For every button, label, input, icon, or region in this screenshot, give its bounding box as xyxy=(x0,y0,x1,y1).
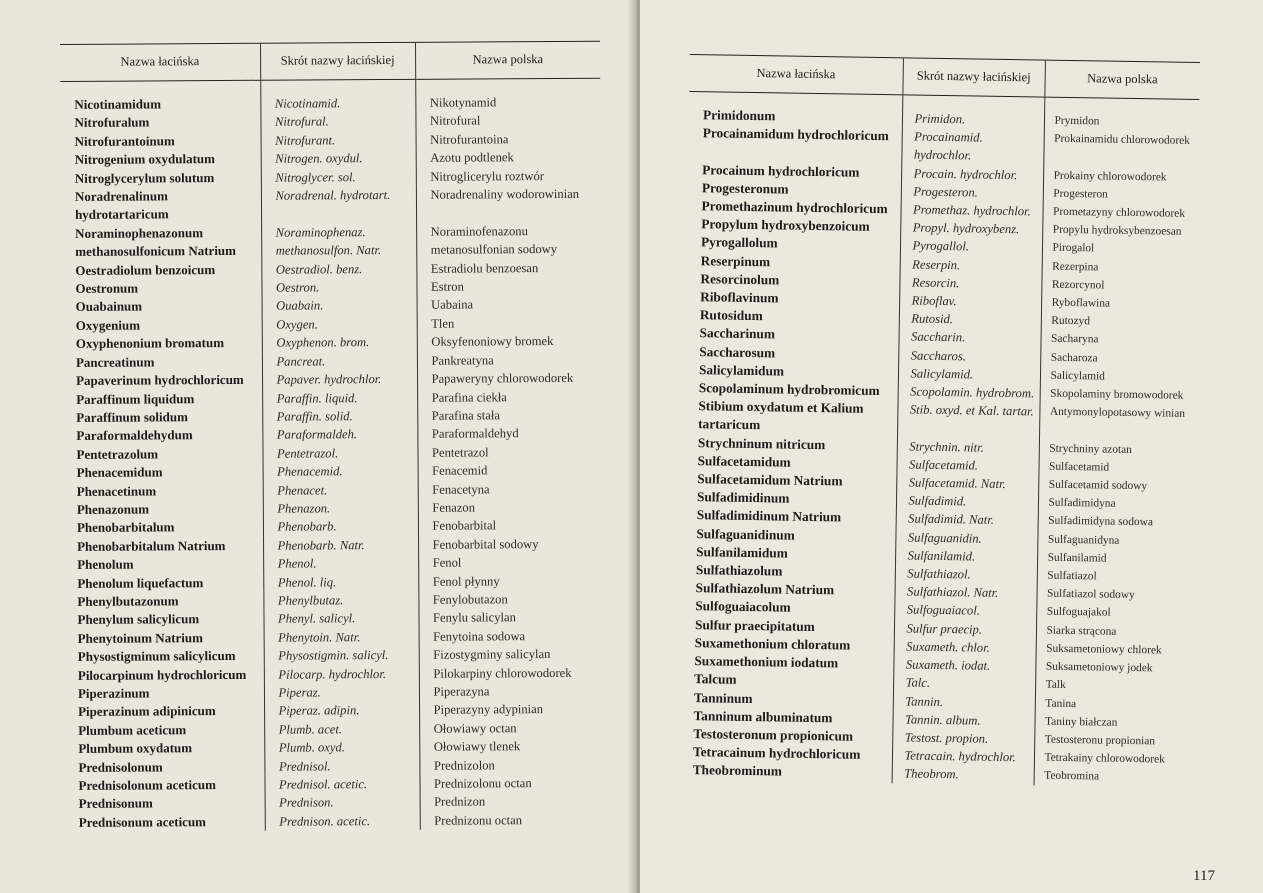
abbreviation-cell: Testost. propion. xyxy=(892,728,1034,748)
polish-name-cell: Piperazyny adypinian xyxy=(419,700,604,720)
abbreviation-cell: Riboflav. xyxy=(899,291,1041,311)
latin-name-cell: Pancreatinum xyxy=(75,354,155,370)
latin-name-cell: Plumbum aceticum xyxy=(78,722,187,738)
latin-name-cell: Sulfaguanidinum xyxy=(696,525,795,543)
polish-name-cell: Sulfaguanidyna xyxy=(1037,530,1192,551)
polish-name-cell: Pankreatyna xyxy=(417,350,602,370)
latin-name-cell: Promethazinum hydrochloricum xyxy=(701,198,888,217)
latin-name-cell: Saccharinum xyxy=(699,325,776,342)
polish-name-cell: Fenytoina sodowa xyxy=(419,626,604,646)
polish-name-cell: Fenobarbital sodowy xyxy=(418,534,603,554)
polish-name-cell: Sacharyna xyxy=(1040,330,1195,351)
header-latin-name: Nazwa łacińska xyxy=(689,54,903,94)
polish-name-cell: Sulfanilamid xyxy=(1037,548,1192,569)
latin-name-cell: Sulfoguaiacolum xyxy=(695,598,791,616)
polish-name-cell: Sacharoza xyxy=(1040,348,1195,369)
polish-name-cell: Fenylobutazon xyxy=(418,590,603,610)
abbreviation-cell: Pancreat. xyxy=(262,352,417,371)
latin-name-cell: Phenylbutazonum xyxy=(77,593,179,609)
polish-name-cell: Noraminofenazonu metanosulfonian sodowy xyxy=(416,222,601,260)
abbreviation-cell: Suxameth. iodat. xyxy=(893,655,1035,675)
abbreviation-cell: Tannin. album. xyxy=(892,710,1034,730)
latin-name-cell: Scopolaminum hydrobromicum xyxy=(698,380,880,399)
header-polish-name: Nazwa polska xyxy=(415,41,600,79)
polish-name-cell: Sulfoguajakol xyxy=(1036,603,1191,624)
abbreviation-cell: Strychnin. nitr. xyxy=(897,437,1039,457)
abbreviation-cell: Phenytoin. Natr. xyxy=(264,628,419,647)
table-body-right xyxy=(679,91,1200,787)
polish-name-cell: Fenobarbital xyxy=(418,516,603,536)
table-row xyxy=(63,534,603,556)
abbreviation-cell: Resorcin. xyxy=(899,273,1041,293)
latin-name-cell: Resorcinolum xyxy=(700,271,780,288)
abbreviation-cell: Paraformaldeh. xyxy=(262,425,417,444)
abbreviation-cell: Salicylamid. xyxy=(898,364,1040,384)
latin-name-cell: Noraminophenazonum methanosulfonicum Natrium xyxy=(75,224,237,260)
latin-name-cell: Paraformaldehydum xyxy=(76,427,193,444)
polish-name-cell: Rezorcynol xyxy=(1041,275,1196,296)
polish-name-cell: Fizostygminy salicylan xyxy=(419,645,604,665)
polish-name-cell: Fenol xyxy=(418,553,603,573)
latin-name-cell: Theobrominum xyxy=(692,762,783,779)
abbreviation-cell: Sulfaguanidin. xyxy=(895,528,1037,548)
polish-name-cell: Progesteron xyxy=(1043,184,1198,205)
polish-name-cell: Estradiolu benzoesan xyxy=(416,258,601,278)
polish-name-cell: Fenacetyna xyxy=(418,479,603,499)
abbreviation-cell: Phenol. liq. xyxy=(263,572,418,591)
abbreviation-cell: Phenacemid. xyxy=(263,462,418,481)
latin-name-cell: Suxamethonium chloratum xyxy=(694,635,851,653)
latin-name-cell: Papaverinum hydrochloricum xyxy=(76,371,244,389)
latin-name-cell: Piperazinum xyxy=(77,685,150,701)
latin-name-cell: Saccharosum xyxy=(699,343,776,361)
polish-name-cell: Antymonylopotasowy winian xyxy=(1039,403,1195,442)
latin-name-cell: Ouabainum xyxy=(75,298,143,315)
latin-name-cell: Pilocarpinum hydrochloricum xyxy=(77,666,247,683)
latin-name-cell: Sulfathiazolum xyxy=(695,562,783,579)
polish-name-cell: Pentetrazol xyxy=(417,442,602,462)
polish-name-cell: Fenol płynny xyxy=(418,571,603,591)
polish-name-cell: Rezerpina xyxy=(1042,257,1197,278)
latin-name-cell: Nitrofuralum xyxy=(74,114,150,131)
polish-name-cell: Noradrenaliny wodorowinian xyxy=(416,185,601,223)
latin-name-cell: Noradrenalinum hydrotartaricum xyxy=(74,188,169,223)
abbreviation-cell: Talc. xyxy=(893,674,1035,694)
polish-name-cell: Estron xyxy=(416,277,601,297)
polish-name-cell: Uabaina xyxy=(417,295,602,315)
latin-name-cell: Nitrogenium oxydulatum xyxy=(74,151,215,168)
abbreviation-cell: Oxyphenon. brom. xyxy=(262,333,417,352)
latin-name-cell: Phenolum xyxy=(77,556,134,573)
latin-name-cell: Phenacemidum xyxy=(76,464,163,481)
abbreviation-cell: Prednisol. acetic. xyxy=(264,775,419,794)
polish-name-cell: Fenacemid xyxy=(418,461,603,481)
latin-name-cell: Suxamethonium iodatum xyxy=(694,653,839,671)
header-polish-name: Nazwa polska xyxy=(1044,60,1200,99)
abbreviation-cell: Sulfanilamid. xyxy=(895,546,1037,566)
table-row xyxy=(61,185,601,225)
polish-name-cell: Prometazyny chlorowodorek xyxy=(1042,203,1197,224)
latin-name-cell: Sulfur praecipitatum xyxy=(694,616,815,634)
abbreviation-cell: Prednisol. xyxy=(264,756,419,775)
abbreviation-cell: Procainamid. hydrochlor. xyxy=(901,128,1044,167)
latin-name-cell: Phenobarbitalum Natrium xyxy=(77,537,226,554)
table-row xyxy=(62,369,602,391)
polish-name-cell: Tetrakainy chlorowodorek xyxy=(1034,749,1189,770)
abbreviation-cell: Nicotinamid. xyxy=(260,79,415,113)
latin-name-cell: Prednisonum aceticum xyxy=(78,813,207,830)
latin-name-cell: Sulfathiazolum Natrium xyxy=(695,580,835,598)
abbreviation-cell: Sulfoguaiacol. xyxy=(894,601,1036,621)
abbreviation-cell: Rutosid. xyxy=(899,310,1041,330)
polish-name-cell: Tlen xyxy=(417,314,602,334)
table-row xyxy=(64,700,604,722)
header-latin-name: Nazwa łacińska xyxy=(60,43,260,81)
latin-name-cell: Prednisonum xyxy=(78,795,153,812)
abbreviation-cell: Sulfur praecip. xyxy=(894,619,1036,639)
polish-name-cell: Parafina stała xyxy=(417,406,602,426)
polish-name-cell: Ryboflawina xyxy=(1041,294,1196,315)
polish-name-cell: Taniny białczan xyxy=(1034,712,1189,733)
polish-name-cell: Nitrofural xyxy=(415,111,600,131)
polish-name-cell: Prokainamidu chlorowodorek xyxy=(1043,130,1199,169)
table-body-left xyxy=(60,78,605,832)
latin-name-cell: Progesteronum xyxy=(701,180,789,197)
abbreviation-cell: Phenazon. xyxy=(263,499,418,518)
table-row xyxy=(60,78,600,114)
polish-name-cell: Sulfadimidyna sodowa xyxy=(1038,512,1193,533)
abbreviation-cell: Sulfathiazol. xyxy=(895,564,1037,584)
polish-name-cell: Nitroglicerylu roztwór xyxy=(416,166,601,186)
latin-name-cell: Phenolum liquefactum xyxy=(77,574,204,591)
abbreviation-cell: Noraminophenaz. methanosulfon. Natr. xyxy=(261,223,416,261)
abbreviation-cell: Suxameth. chlor. xyxy=(894,637,1036,657)
abbreviation-cell: Phenobarb. xyxy=(263,517,418,536)
abbreviation-cell: Ouabain. xyxy=(262,296,417,315)
polish-name-cell: Parafina ciekła xyxy=(417,387,602,407)
abbreviation-cell: Oxygen. xyxy=(262,315,417,334)
abbreviation-cell: Physostigmin. salicyl. xyxy=(264,646,419,665)
latin-name-cell: Sulfacetamidum Natrium xyxy=(697,471,843,489)
polish-name-cell: Prednizonu octan xyxy=(420,811,605,831)
abbreviation-cell: Pentetrazol. xyxy=(262,444,417,463)
abbreviation-cell: Theobrom. xyxy=(892,765,1034,785)
latin-name-cell: Paraffinum liquidum xyxy=(76,390,195,407)
abbreviation-cell: Pilocarp. hydrochlor. xyxy=(264,664,419,683)
abbreviation-cell: Pyrogallol. xyxy=(900,237,1042,257)
latin-name-cell: Tetracainum hydrochloricum xyxy=(692,744,861,762)
latin-name-cell: Riboflavinum xyxy=(700,289,779,306)
abbreviation-cell: Nitrogen. oxydul. xyxy=(261,149,416,168)
drug-names-table-right xyxy=(679,54,1200,787)
latin-name-cell: Strychninum nitricum xyxy=(697,434,826,452)
abbreviation-cell: Stib. oxyd. et Kal. tartar. xyxy=(897,401,1040,440)
latin-name-cell: Tanninum xyxy=(693,689,753,706)
polish-name-cell: Prednizon xyxy=(420,792,605,812)
polish-name-cell: Nitrofurantoina xyxy=(416,130,601,150)
abbreviation-cell: Prednison. acetic. xyxy=(265,812,420,831)
polish-name-cell: Fenazon xyxy=(418,498,603,518)
latin-name-cell: Oestronum xyxy=(75,280,139,296)
table-row xyxy=(62,332,602,354)
polish-name-cell: Pilokarpiny chlorowodorek xyxy=(419,663,604,683)
latin-name-cell: Primidonum xyxy=(702,107,776,124)
abbreviation-cell: Saccharos. xyxy=(898,346,1040,366)
polish-name-cell: Papaweryny chlorowodorek xyxy=(417,369,602,389)
drug-names-table-left xyxy=(60,41,605,833)
abbreviation-cell: Papaver. hydrochlor. xyxy=(262,370,417,389)
abbreviation-cell: Sulfacetamid. xyxy=(896,455,1038,475)
abbreviation-cell: Tannin. xyxy=(893,692,1035,712)
polish-name-cell: Sulfacetamid xyxy=(1038,457,1193,478)
latin-name-cell: Paraffinum solidum xyxy=(76,409,188,425)
abbreviation-cell: Phenylbutaz. xyxy=(263,591,418,610)
header-latin-abbreviation: Skrót nazwy łacińskiej xyxy=(902,58,1045,97)
abbreviation-cell: Nitrofurant. xyxy=(261,131,416,150)
latin-name-cell: Tanninum albuminatum xyxy=(693,707,833,726)
latin-name-cell: Nitroglycerylum solutum xyxy=(74,169,215,186)
polish-name-cell: Propylu hydroksybenzoesan xyxy=(1042,221,1197,242)
abbreviation-cell: Oestron. xyxy=(261,278,416,297)
latin-name-cell: Pentetrazolum xyxy=(76,446,159,462)
polish-name-cell: Teobromina xyxy=(1034,767,1189,788)
polish-name-cell: Fenylu salicylan xyxy=(418,608,603,628)
abbreviation-cell: Sulfadimid. Natr. xyxy=(896,510,1038,530)
latin-name-cell: Prednisolonum xyxy=(78,759,163,775)
latin-name-cell: Stibium oxydatum et Kalium tartaricum xyxy=(698,398,864,433)
abbreviation-cell: Nitroglycer. sol. xyxy=(261,167,416,186)
polish-name-cell: Prymidon xyxy=(1044,97,1199,132)
latin-name-cell: Nicotinamidum xyxy=(74,96,162,112)
abbreviation-cell: Phenol. xyxy=(263,554,418,573)
latin-name-cell: Salicylamidum xyxy=(698,362,785,379)
latin-name-cell: Sulfanilamidum xyxy=(696,544,788,561)
header-latin-abbreviation: Skrót nazwy łacińskiej xyxy=(260,42,415,80)
abbreviation-cell: Tetracain. hydrochlor. xyxy=(892,746,1034,766)
latin-name-cell: Testosteronum propionicum xyxy=(693,726,854,744)
abbreviation-cell: Sulfadimid. xyxy=(896,492,1038,512)
latin-name-cell: Reserpinum xyxy=(700,252,771,269)
latin-name-cell: Oxygenium xyxy=(75,317,141,333)
table-row xyxy=(65,811,605,833)
abbreviation-cell: Scopolamin. hydrobrom. xyxy=(898,382,1040,402)
polish-name-cell: Prednizolonu octan xyxy=(419,774,604,794)
polish-name-cell: Siarka strącona xyxy=(1036,621,1191,642)
abbreviation-cell: Piperaz. xyxy=(264,683,419,702)
latin-name-cell: Procainamidum hydrochloricum xyxy=(702,125,889,144)
polish-name-cell: Tanina xyxy=(1035,694,1190,715)
polish-name-cell: Azotu podtlenek xyxy=(416,148,601,168)
latin-name-cell: Oestradiolum benzoicum xyxy=(75,261,216,278)
right-page xyxy=(640,0,1263,893)
abbreviation-cell: Oestradiol. benz. xyxy=(261,259,416,278)
polish-name-cell: Suksametoniowy jodek xyxy=(1035,658,1190,679)
abbreviation-cell: Noradrenal. hydrotart. xyxy=(261,186,416,224)
latin-name-cell: Procainum hydrochloricum xyxy=(702,161,860,180)
abbreviation-cell: Phenyl. salicyl. xyxy=(263,609,418,628)
latin-name-cell: Phenylum salicylicum xyxy=(77,611,200,628)
table-row xyxy=(61,258,601,280)
polish-name-cell: Oksyfenoniowy bromek xyxy=(417,332,602,352)
abbreviation-cell: Phenacet. xyxy=(263,480,418,499)
polish-name-cell: Skopolaminy bromowodorek xyxy=(1040,385,1195,406)
latin-name-cell: Propylum hydroxybenzoicum xyxy=(701,216,870,235)
latin-name-cell: Prednisolonum aceticum xyxy=(78,777,216,793)
latin-name-cell: Phenazonum xyxy=(76,501,150,517)
abbreviation-cell: Promethaz. hydrochlor. xyxy=(900,200,1042,220)
latin-name-cell: Piperazinum adipinicum xyxy=(78,703,216,720)
polish-name-cell: Nikotynamid xyxy=(415,78,600,112)
polish-name-cell: Pirogalol xyxy=(1042,239,1197,260)
polish-name-cell: Sulfatiazol sodowy xyxy=(1036,585,1191,606)
abbreviation-cell: Plumb. oxyd. xyxy=(264,738,419,757)
latin-name-cell: Rutosidum xyxy=(699,307,763,324)
polish-name-cell: Rutozyd xyxy=(1041,312,1196,333)
polish-name-cell: Ołowiawy octan xyxy=(419,719,604,739)
polish-name-cell: Suksametoniowy chlorek xyxy=(1036,639,1191,660)
polish-name-cell: Paraformaldehyd xyxy=(417,424,602,444)
abbreviation-cell: Reserpin. xyxy=(900,255,1042,275)
polish-name-cell: Talk xyxy=(1035,676,1190,697)
latin-name-cell: Physostigminum salicylicum xyxy=(77,648,236,665)
table-header-row xyxy=(60,41,600,81)
latin-name-cell: Plumbum oxydatum xyxy=(78,740,193,757)
abbreviation-cell: Saccharin. xyxy=(898,328,1040,348)
latin-name-cell: Nitrofurantoinum xyxy=(74,133,175,149)
table-row xyxy=(64,774,604,796)
abbreviation-cell: Piperaz. adipin. xyxy=(264,701,419,720)
latin-name-cell: Sulfacetamidum xyxy=(697,453,791,470)
latin-name-cell: Sulfadimidinum xyxy=(696,489,790,506)
abbreviation-cell: Procain. hydrochlor. xyxy=(901,164,1043,184)
abbreviation-cell: Nitrofural. xyxy=(260,112,415,131)
table-row xyxy=(61,222,601,262)
latin-name-cell: Phenacetinum xyxy=(76,482,157,499)
abbreviation-cell: Sulfacetamid. Natr. xyxy=(896,473,1038,493)
table-row xyxy=(64,663,604,685)
latin-name-cell: Talcum xyxy=(694,671,737,688)
polish-name-cell: Sulfadimidyna xyxy=(1038,494,1193,515)
abbreviation-cell: Plumb. acet. xyxy=(264,720,419,739)
polish-name-cell: Testosteronu propionian xyxy=(1034,730,1189,751)
polish-name-cell: Salicylamid xyxy=(1040,366,1195,387)
abbreviation-cell: Propyl. hydroxybenz. xyxy=(900,219,1042,239)
polish-name-cell: Prokainy chlorowodorek xyxy=(1043,166,1198,187)
latin-name-cell: Phenobarbitalum xyxy=(76,519,175,536)
polish-name-cell: Sulfacetamid sodowy xyxy=(1038,476,1193,497)
abbreviation-cell: Paraffin. solid. xyxy=(262,407,417,426)
polish-name-cell: Ołowiawy tlenek xyxy=(419,737,604,757)
polish-name-cell: Prednizolon xyxy=(419,755,604,775)
page-number: 117 xyxy=(1193,868,1215,884)
abbreviation-cell: Paraffin. liquid. xyxy=(262,388,417,407)
abbreviation-cell: Prednison. xyxy=(265,793,420,812)
latin-name-cell: Phenytoinum Natrium xyxy=(77,629,203,646)
abbreviation-cell: Progesteron. xyxy=(901,182,1043,202)
latin-name-cell: Sulfadimidinum Natrium xyxy=(696,507,842,525)
latin-name-cell: Oxyphenonium bromatum xyxy=(75,335,225,352)
abbreviation-cell: Sulfathiazol. Natr. xyxy=(894,583,1036,603)
polish-name-cell: Sulfatiazol xyxy=(1037,567,1192,588)
abbreviation-cell: Primidon. xyxy=(902,95,1044,130)
polish-name-cell: Piperazyna xyxy=(419,682,604,702)
polish-name-cell: Strychniny azotan xyxy=(1039,439,1194,460)
abbreviation-cell: Phenobarb. Natr. xyxy=(263,536,418,555)
latin-name-cell: Pyrogallolum xyxy=(700,234,778,251)
